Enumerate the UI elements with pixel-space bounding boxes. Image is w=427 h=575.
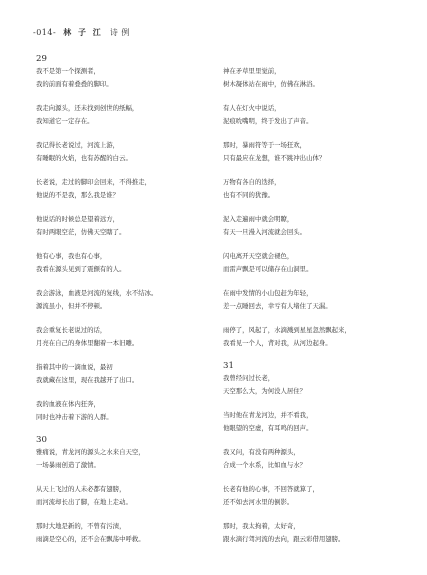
poem-line: 天空那么大，为何没人居住？ bbox=[223, 386, 307, 395]
poem-line: 我的前面有着叠叠的脚印。 bbox=[36, 79, 113, 88]
column-spacer bbox=[223, 54, 408, 65]
poem-line: 合成一个水系，比如血与水？ bbox=[223, 460, 307, 469]
section-number: 31 bbox=[223, 361, 234, 371]
poem-line: 而雷声飘是可以储存在山洞里。 bbox=[223, 264, 313, 273]
poem-line: 有时两眼空茫，仿佛天空瞎了。 bbox=[36, 227, 126, 236]
poem-line: 差一点睡回去，幸亏有人堵住了天漏。 bbox=[223, 301, 332, 310]
poem-line: 只有最应在龙想，谁不跳冲出山体？ bbox=[223, 153, 326, 162]
stanza bbox=[223, 213, 408, 238]
poem-line: 雅痛说，青龙河的源头之水来自天空， bbox=[36, 448, 145, 456]
left-column bbox=[36, 54, 221, 557]
poem-line: 那时，我太拘着，太好奇， bbox=[223, 522, 300, 530]
poem-line: 长老说，走过的脚印会回来，不得推走， bbox=[36, 178, 152, 186]
stanza bbox=[36, 520, 221, 545]
poem-line: 我不是第一个探测者， bbox=[36, 67, 100, 75]
poem-line: 有天一旦漫入河流就会回头。 bbox=[223, 227, 307, 236]
stanza bbox=[36, 398, 221, 423]
poem-line: 他说的不是我，那么我是谁？ bbox=[36, 190, 120, 199]
stanza bbox=[36, 361, 221, 386]
page-header bbox=[33, 27, 130, 38]
poem-line: 我又问，有没有两种源头， bbox=[223, 448, 300, 456]
poem-line: 雨滴是空心的，还不会在飘荡中呼救。 bbox=[36, 534, 145, 543]
poem-line: 我知道它一定存在。 bbox=[36, 116, 94, 125]
poem-line: 树木凝体站在雨中，仿佛在淋浴。 bbox=[223, 79, 319, 88]
stanza bbox=[223, 520, 408, 545]
poem-line: 我曾经问过长老， bbox=[223, 374, 275, 382]
section-number: 29 bbox=[36, 54, 47, 64]
poem-line: 一场暴雨创造了激情。 bbox=[36, 460, 100, 469]
poem-line: 有人在灯火中说话， bbox=[223, 104, 281, 112]
stanza bbox=[223, 287, 408, 312]
right-column bbox=[223, 54, 408, 557]
poem-line: 我看在源头见到了震颤有的人。 bbox=[36, 264, 126, 273]
poem-line: 我会重复长老说过的话， bbox=[36, 326, 107, 334]
book-title: 诗 例 bbox=[109, 28, 130, 37]
poem-line: 而河流却长出了脚，在地上走动。 bbox=[36, 497, 132, 506]
poem-line: 有睡眠的火焰，也有苏醒的白云。 bbox=[36, 153, 132, 162]
poem-line: 我记得长老说过，河流上游， bbox=[36, 141, 120, 149]
poem-line: 雨停了，风起了，水滴溅到星星忽然飘起来， bbox=[223, 326, 351, 334]
stanza bbox=[36, 102, 221, 127]
poem-line: 同时也冲击着下游的人群。 bbox=[36, 412, 113, 421]
stanza bbox=[36, 324, 221, 349]
poem-line: 当时他在青龙河边，并不看我， bbox=[223, 411, 313, 419]
section-number: 30 bbox=[36, 435, 47, 445]
stanza bbox=[36, 65, 221, 90]
stanza bbox=[36, 287, 221, 312]
poem-line: 神在矛草里里觉前， bbox=[223, 67, 281, 75]
poem-line: 指着其中的一滴血说，最初 bbox=[36, 363, 113, 371]
stanza bbox=[223, 409, 408, 434]
poem-line: 月亮在自己的身体里翻着一本旧雕。 bbox=[36, 338, 139, 347]
poem-line: 我会游泳，血液是河流的复线，水不结冰。 bbox=[36, 289, 158, 297]
poem-line: 他眼望的空虚，有耳鸣的回声。 bbox=[223, 423, 313, 432]
poem-line: 我就藏在这里，现在我越开了出口。 bbox=[36, 375, 139, 384]
stanza bbox=[223, 102, 408, 127]
poem-line: 泥入走遍雨中就会明瞭， bbox=[223, 215, 294, 223]
poem-line: 那时大地是新的，不曾有污渍， bbox=[36, 522, 126, 530]
poem-line: 我的血液在体内狂奔， bbox=[36, 400, 100, 408]
stanza bbox=[36, 139, 221, 164]
poem-line: 也有不同的犹豫。 bbox=[223, 190, 275, 199]
poem-line: 我走向源头，还未找到创世的纸幅， bbox=[36, 104, 139, 112]
stanza bbox=[36, 446, 221, 471]
stanza bbox=[36, 213, 221, 238]
stanza bbox=[223, 372, 408, 397]
poem-line: 在雨中发情的小山包赶为年轻， bbox=[223, 289, 313, 297]
poem-line: 他有心事，我也有心事， bbox=[36, 252, 107, 260]
stanza bbox=[223, 139, 408, 164]
poem-line: 泥痕吮嘴明，终于发出了声音。 bbox=[223, 116, 313, 125]
poem-line: 跟水滴行驾河流的去向，跟云彩借用翅膀。 bbox=[223, 534, 345, 543]
poem-line: 我看见一个人，背对我，从河边起身。 bbox=[223, 338, 332, 347]
poem-line: 源流虽小，但并不停顿。 bbox=[36, 301, 107, 310]
page-number: -014- bbox=[33, 28, 57, 37]
stanza bbox=[223, 65, 408, 90]
poem-line: 还不如去河水里的倒影。 bbox=[223, 497, 294, 506]
poem-line: 万物有各自的迭择， bbox=[223, 178, 281, 186]
stanza bbox=[223, 176, 408, 201]
stanza bbox=[223, 483, 408, 508]
stanza bbox=[223, 446, 408, 471]
poem-line: 长老有他的心事，不回答就算了， bbox=[223, 485, 319, 493]
stanza bbox=[36, 483, 221, 508]
poem-line: 他说话的时候总是望着远方， bbox=[36, 215, 120, 223]
stanza bbox=[36, 250, 221, 275]
poem-line: 那时，暴雨符等于一场狂欢， bbox=[223, 141, 307, 149]
stanza bbox=[223, 250, 408, 275]
author-name: 林 子 江 bbox=[63, 27, 103, 37]
stanza bbox=[36, 176, 221, 201]
poem-line: 闪电离开天空就会褪色， bbox=[223, 252, 294, 260]
poem-line: 从天上飞过的人未必都有翅膀， bbox=[36, 485, 126, 493]
stanza bbox=[223, 324, 408, 349]
